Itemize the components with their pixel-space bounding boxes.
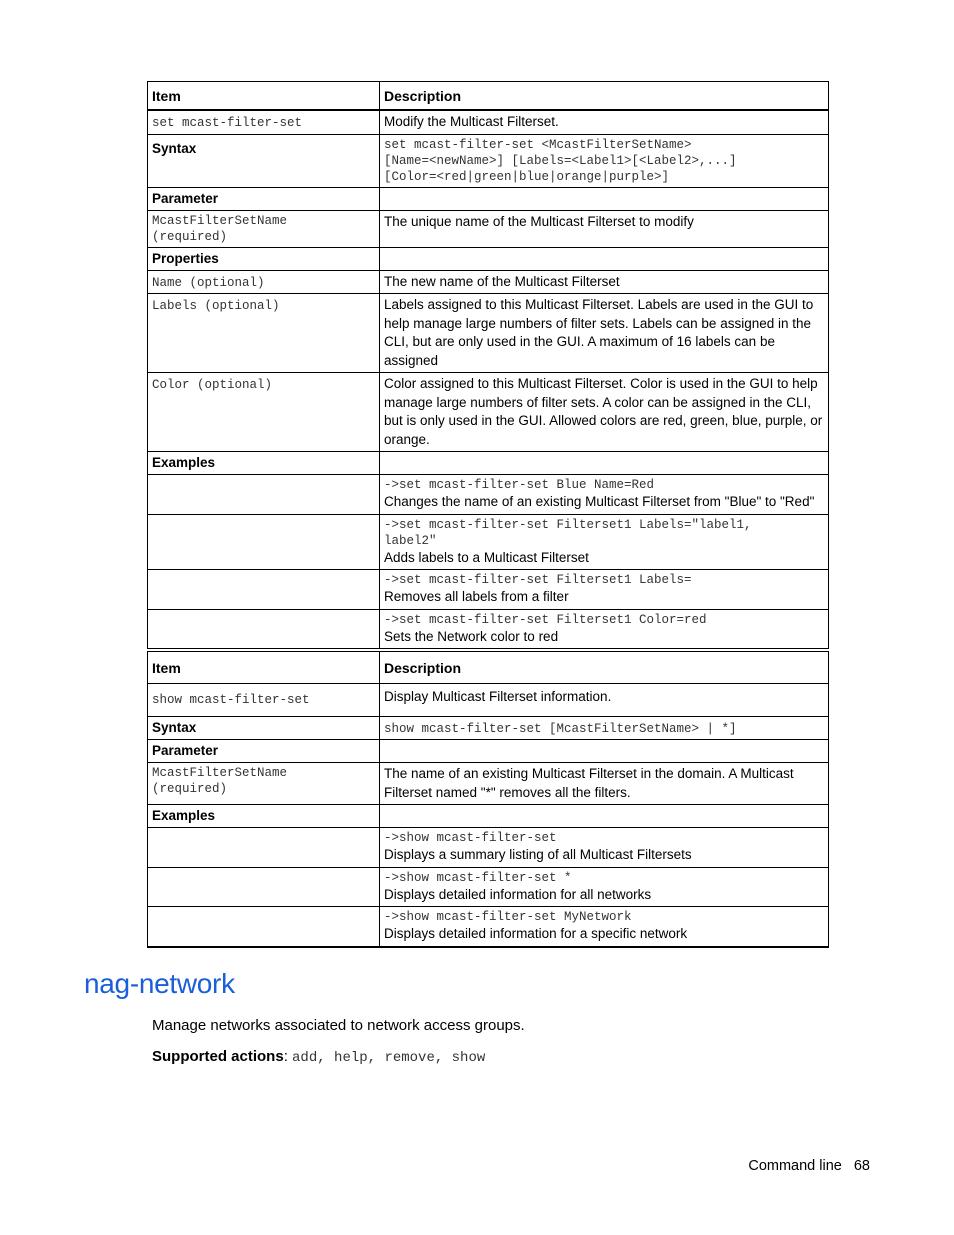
property-description: Labels assigned to this Multicast Filterset. Labels are used in the GUI to help manage large numbers of filter sets. Labels can be assigned in the CLI, but are only used in the GUI. A maximum of 16 labels can be assigned — [380, 294, 829, 373]
example-description: Displays detailed information for a specific network — [384, 926, 688, 941]
syntax-line: [Name=<newName>] [Labels=<Label1>[<Label2>,...] — [384, 153, 737, 168]
example-row — [148, 907, 829, 947]
property-description: The new name of the Multicast Filterset — [380, 270, 829, 294]
example-command: ->show mcast-filter-set * — [384, 870, 572, 885]
table-row — [148, 805, 829, 828]
example-description: Displays detailed information for all networks — [384, 886, 652, 902]
syntax-line: [Color=<red|green|blue|orange|purple>] — [384, 169, 670, 184]
example-command: ->set mcast-filter-set Blue Name=Red — [384, 478, 655, 492]
header-description: Description — [380, 82, 829, 111]
property-name: Color (optional) — [152, 378, 273, 392]
example-row — [148, 609, 829, 649]
parameter-name — [148, 763, 380, 805]
example-command: ->set mcast-filter-set Filterset1 Labels="label1, — [384, 517, 752, 532]
supported-actions-list: add, help, remove, show — [292, 1050, 486, 1066]
table-row — [148, 247, 829, 270]
example-description: Changes the name of an existing Multicast Filterset from "Blue" to "Red" — [384, 494, 815, 509]
parameter-name-line: (required) — [152, 782, 228, 796]
example-row — [148, 475, 829, 515]
table-row — [148, 452, 829, 475]
command-description: Display Multicast Filterset information. — [380, 684, 829, 717]
table-row — [148, 270, 829, 294]
supported-actions-separator: : — [283, 1048, 293, 1065]
example-description: Displays a summary listing of all Multicast Filtersets — [384, 847, 692, 862]
show-mcast-filter-set-table — [147, 651, 829, 948]
examples-label: Examples — [148, 452, 380, 475]
syntax-label: Syntax — [148, 717, 380, 740]
parameter-name — [148, 210, 380, 247]
syntax-line: set mcast-filter-set <McastFilterSetName> — [384, 137, 692, 152]
table-row — [148, 187, 829, 210]
parameter-label: Parameter — [148, 187, 380, 210]
example-command: ->show mcast-filter-set — [384, 831, 557, 845]
set-mcast-filter-set-table — [147, 81, 829, 649]
parameter-name-line: (required) — [152, 229, 228, 244]
property-name: Name (optional) — [152, 275, 265, 290]
syntax-cell — [380, 134, 829, 187]
table-row — [148, 134, 829, 187]
example-description: Adds labels to a Multicast Filterset — [384, 549, 589, 565]
command-description: Modify the Multicast Filterset. — [380, 110, 829, 134]
parameter-description: The unique name of the Multicast Filterset to modify — [380, 210, 829, 247]
syntax-line: show mcast-filter-set [McastFilterSetName> | *] — [384, 722, 737, 736]
example-command: label2" — [384, 533, 437, 548]
table-row — [148, 210, 829, 247]
syntax-label: Syntax — [148, 134, 380, 187]
examples-label: Examples — [148, 805, 380, 828]
properties-label: Properties — [148, 247, 380, 270]
header-item: Item — [148, 652, 380, 684]
table-row — [148, 110, 829, 134]
example-description: Sets the Network color to red — [384, 628, 559, 644]
page-number: 68 — [853, 1158, 870, 1174]
example-command: ->set mcast-filter-set Filterset1 Color=red — [384, 612, 707, 627]
example-description: Removes all labels from a filter — [384, 589, 569, 604]
property-name: Labels (optional) — [152, 299, 280, 313]
supported-actions-label: Supported actions — [152, 1048, 284, 1065]
table-row — [148, 373, 829, 452]
table-header-row — [148, 652, 829, 684]
command-name: show mcast-filter-set — [152, 693, 310, 707]
header-description: Description — [380, 652, 829, 684]
table-row — [148, 717, 829, 740]
parameter-name-line: McastFilterSetName — [152, 766, 288, 780]
page-footer — [748, 1158, 870, 1174]
table-row — [148, 740, 829, 763]
example-row — [148, 514, 829, 570]
parameter-name-line: McastFilterSetName — [152, 213, 288, 228]
example-command: ->set mcast-filter-set Filterset1 Labels= — [384, 573, 692, 587]
table-row — [148, 684, 829, 717]
header-item: Item — [148, 82, 380, 111]
example-row — [148, 828, 829, 868]
table-row — [148, 294, 829, 373]
parameter-label: Parameter — [148, 740, 380, 763]
section-intro: Manage networks associated to network access groups. — [152, 1017, 525, 1034]
example-row — [148, 867, 829, 907]
example-command: ->show mcast-filter-set MyNetwork — [384, 910, 632, 924]
supported-actions — [152, 1048, 485, 1066]
parameter-description: The name of an existing Multicast Filterset in the domain. A Multicast Filterset named "*" removes all the filters. — [380, 763, 829, 805]
table-row — [148, 763, 829, 805]
footer-section-name: Command line — [748, 1158, 842, 1174]
command-name: set mcast-filter-set — [152, 116, 303, 130]
example-row — [148, 570, 829, 610]
table-header-row — [148, 82, 829, 111]
section-title: nag-network — [84, 968, 235, 999]
property-description: Color assigned to this Multicast Filterset. Color is used in the GUI to help manage large numbers of filter sets. A color can be assigned in the CLI, but is only used in the GUI. Allowed colors are red, green, blue, purple, or orange. — [380, 373, 829, 452]
